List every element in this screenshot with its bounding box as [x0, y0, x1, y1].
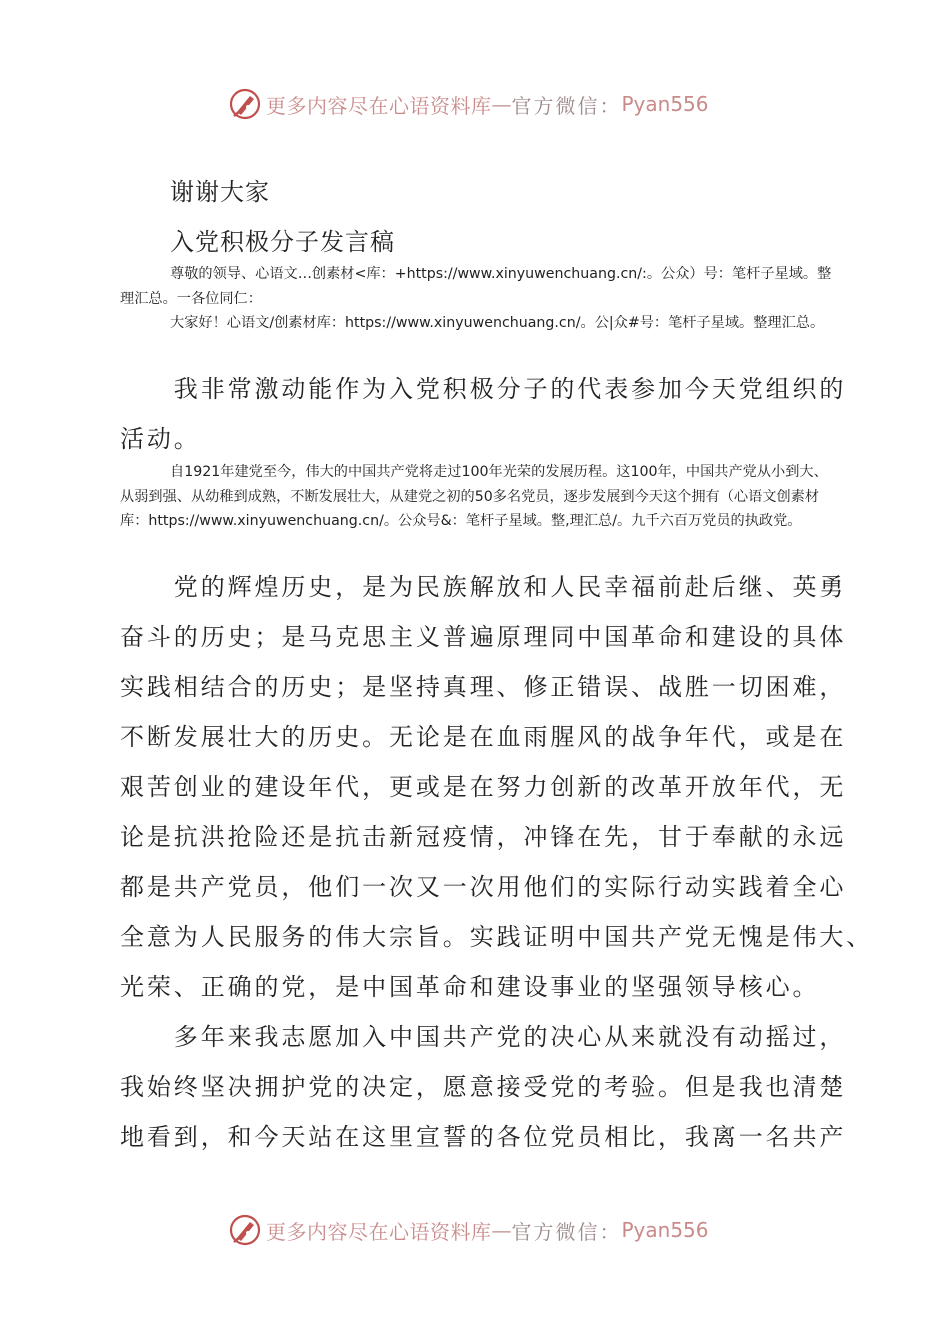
text-line: 全意为人民服务的伟大宗旨。实践证明中国共产党无愧是伟大、	[120, 923, 874, 951]
text-line: 不断发展壮大的历史。无论是在血雨腥风的战争年代，或是在	[120, 723, 847, 751]
thanks-heading: 谢谢大家	[170, 178, 270, 206]
greeting-paragraph: 大家好！心语文/创素材库：https://www.xinyuwenchuang.cn/。公|众#号：笔杆子星域。整理汇总。	[170, 315, 825, 331]
text-line: 我非常激动能作为入党积极分子的代表参加今天党组织的	[120, 375, 847, 403]
text-line: 多年来我志愿加入中国共产党的决心从来就没有动摇过，	[120, 1023, 847, 1051]
pen-logo-icon	[228, 1213, 262, 1247]
text-line: 地看到，和今天站在这里宣誓的各位党员相比，我离一名共产	[120, 1123, 847, 1151]
banner-dash: —	[491, 92, 512, 116]
text-line: 艰苦创业的建设年代，更或是在努力创新的改革开放年代，无	[120, 773, 847, 801]
banner-content	[228, 84, 709, 124]
text-line: 光荣、正确的党，是中国革命和建设事业的坚强领导核心。	[120, 973, 820, 1001]
banner-main-text: 更多内容尽在心语资料库	[266, 1219, 492, 1244]
footer-banner	[0, 1210, 950, 1250]
banner-dash: —	[491, 1218, 512, 1242]
salutation-paragraph: 尊敬的领导、心语文…创素材<库：+https://www.xinyuwenchuang.cn/:。公众）号：笔杆子星域。整理汇总。一各位同仁：	[120, 266, 832, 307]
banner-main-text: 更多内容尽在心语资料库	[266, 93, 492, 118]
banner-wechat-label: 官方微信：	[511, 93, 622, 118]
text-line: 活动。	[120, 425, 201, 453]
header-banner	[0, 84, 950, 124]
pen-logo-icon	[228, 87, 262, 121]
speech-title: 入党积极分子发言稿	[170, 228, 395, 256]
banner-wechat-id: Pyan556	[621, 1218, 709, 1242]
banner-wechat-id: Pyan556	[621, 92, 709, 116]
text-line: 党的辉煌历史，是为民族解放和人民幸福前赴后继、英勇	[120, 573, 847, 601]
text-line: 实践相结合的历史；是坚持真理、修正错误、战胜一切困难，	[120, 673, 847, 701]
text-line: 都是共产党员，他们一次又一次用他们的实际行动实践着全心	[120, 873, 847, 901]
banner-wechat-label: 官方微信：	[511, 1219, 622, 1244]
intro-paragraph	[120, 364, 846, 464]
resolve-paragraph	[120, 1012, 846, 1162]
banner-content	[228, 1210, 709, 1250]
glory-paragraph	[120, 562, 874, 1012]
text-line: 我始终坚决拥护党的决定，愿意接受党的考验。但是我也清楚	[120, 1073, 847, 1101]
history-paragraph: 自1921年建党至今，伟大的中国共产党将走过100年光荣的发展历程。这100年，中国共产党从小到大、从弱到强、从幼稚到成熟，不断发展壮大，从建党之初的50多名党员，逐步发展到今天这个拥有（心语文创素材库：https://www.xinyuwenchuang.cn/。公众号&：笔杆子星域。整,理汇总/。九千六百万党员的执政党。	[120, 464, 828, 529]
text-line: 奋斗的历史；是马克思主义普遍原理同中国革命和建设的具体	[120, 623, 847, 651]
text-line: 论是抗洪抢险还是抗击新冠疫情，冲锋在先，甘于奉献的永远	[120, 823, 847, 851]
